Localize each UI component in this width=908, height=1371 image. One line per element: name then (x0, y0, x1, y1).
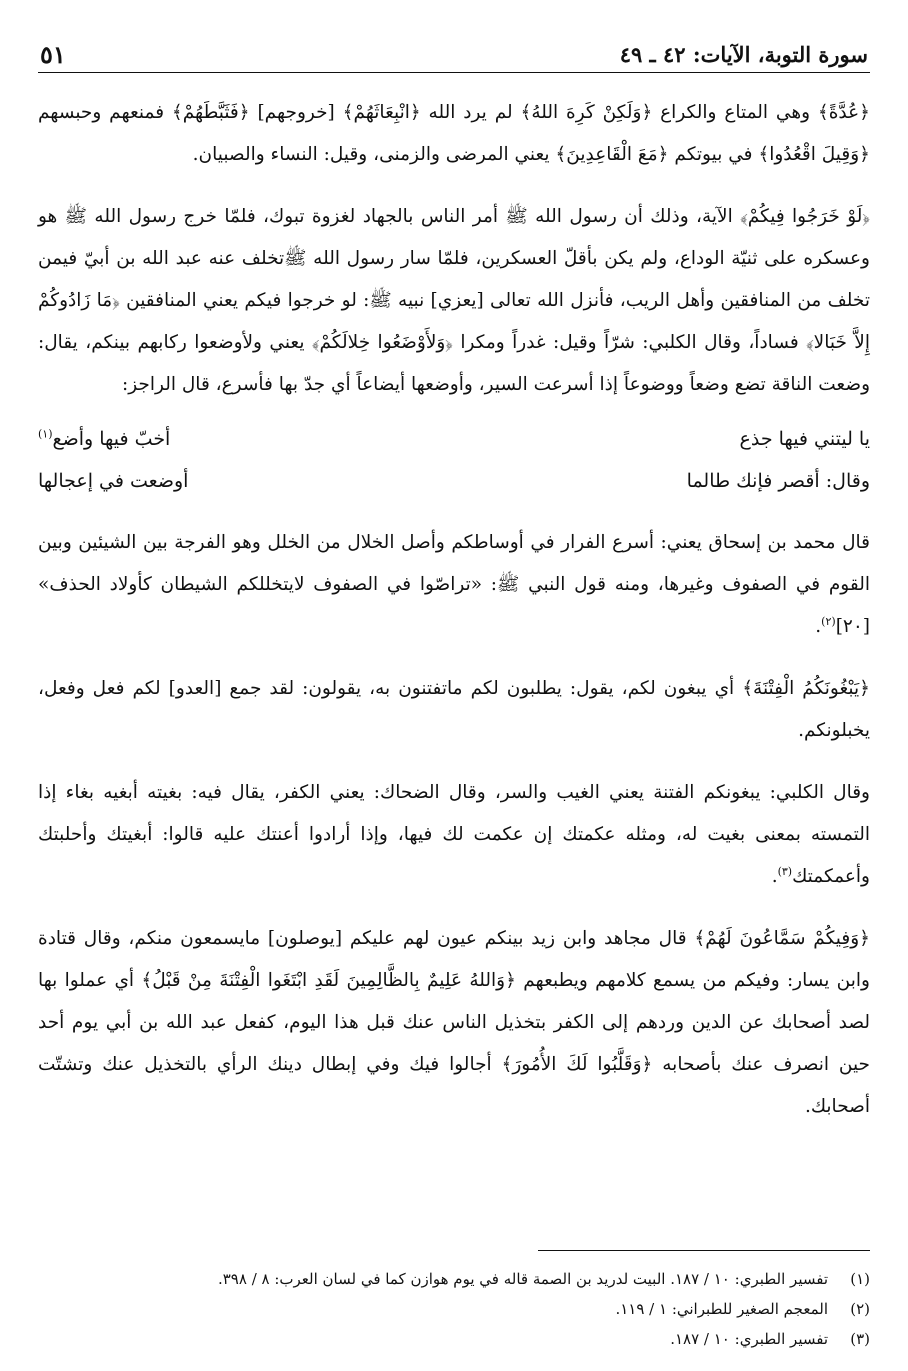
footnote (38, 1264, 870, 1294)
paragraph: ﴿عُدَّةً﴾ وهي المتاع والكراع ﴿وَلَكِنْ كَرِهَ اللهُ﴾ لم يرد الله ﴿انْبِعَاثَهُمْ﴾ [خروجهم] ﴿فَثَبَّطَهُمْ﴾ فمنعهم وحبسهم ﴿وَقِيلَ اقْعُدُوا﴾ في بيوتكم ﴿مَعَ الْقَاعِدِينَ﴾ يعني المرضى والزمنى، وقيل: النساء والصبيان. (38, 102, 870, 165)
footnote-text: تفسير الطبري: ١٠ / ١٨٧. (670, 1330, 828, 1348)
verse-second-half (38, 418, 429, 460)
footnote (38, 1294, 870, 1324)
footnote-marker: (١) (38, 427, 53, 441)
running-title: سورة التوبة، الآيات: ٤٢ ـ ٤٩ (619, 42, 868, 67)
paragraph (38, 772, 870, 898)
footnote-number: (٣) (850, 1330, 870, 1348)
footnote-number: (٢) (850, 1300, 870, 1318)
page (38, 0, 870, 1371)
verse-first-half: يا ليتني فيها جذع (739, 428, 870, 450)
footnote-text: المعجم الصغير للطبراني: ١ / ١١٩. (615, 1300, 828, 1318)
running-header (38, 38, 870, 73)
poetry-verse (38, 460, 870, 502)
verse-second-half-text: أخبّ فيها وأضع (52, 428, 171, 450)
paragraph: ﴿يَبْغُونَكُمُ الْفِتْنَةَ﴾ أي يبغون لكم، يقول: يطلبون لكم ماتفتنون به، يقولون: لقد جمع [العدو] لكم فعل وفعل، يخبلونكم. (38, 678, 870, 741)
verse-first-half: وقال: أقصر فإنك طالما (686, 470, 870, 492)
footnotes (38, 1264, 870, 1354)
page-number: ٥١ (40, 40, 66, 69)
paragraph: ﴿وَفِيكُمْ سَمَّاعُونَ لَهُمْ﴾ قال مجاهد وابن زيد بينكم عيون لهم عليكم [يوصلون] مايسمعون منكم، وقال قتادة وابن يسار: وفيكم من يسمع كلامهم ويطبعهم ﴿وَاللهُ عَلِيمٌ بِالظَّالِمِينَ لَقَدِ ابْتَغَوا الْفِتْنَةَ مِنْ قَبْلُ﴾ أي عملوا بها لصد أصحابك عن الدين وردهم إلى الكفر بتخذيل الناس عنك قبل هذا اليوم، كفعل عبد الله بن أبي يوم أحد حين انصرف عنك بأصحابه ﴿وَقَلَّبُوا لَكَ الأُمُورَ﴾ أجالوا فيك وفي إبطال دينك الرأي بالتخذيل عنك وتشتّت أصحابك. (38, 928, 870, 1117)
verse-second-half: أوضعت في إعجالها (38, 470, 189, 492)
paragraph (38, 522, 870, 648)
footnote-number: (١) (850, 1270, 870, 1288)
paragraph-tail: . (771, 866, 778, 887)
page-body (38, 92, 870, 1128)
footnote-text: تفسير الطبري: ١٠ / ١٨٧. البيت لدريد بن الصمة قاله في يوم هوازن كما في لسان العرب: ٨ / ٣٩٨. (217, 1270, 828, 1288)
footnote (38, 1324, 870, 1354)
paragraph-text: قال محمد بن إسحاق يعني: أسرع الفرار في أوساطكم وأصل الخلال من الخلل وهو الفرجة بين الشيئين وبين القوم في الصفوف وغيرها، ومنه قول النبي ﷺ: «تراصّوا في الصفوف لايتخللكم الشيطان كأولاد الحذف» [٢٠] (38, 532, 870, 637)
footnote-marker: (٣) (777, 864, 793, 878)
paragraph: ﴿لَوْ خَرَجُوا فِيكُمْ﴾ الآية، وذلك أن رسول الله ﷺ أمر الناس بالجهاد لغزوة تبوك، فلمّا خرج رسول الله ﷺ هو وعسكره على ثنيّة الوداع، ولم يكن بأقلّ العسكرين، فلمّا سار رسول الله ﷺتخلف عنه عبد الله بن أبيّ فيمن تخلف من المنافقين وأهل الريب، فأنزل الله تعالى [يعزي] نبيه ﷺ: لو خرجوا فيكم يعني المنافقين ﴿مَا زَادُوكُمْ إِلاَّ خَبَالا﴾ فساداً، وقال الكلبي: شرّاً وقيل: غدراً ومكرا ﴿وَلأَوْضَعُوا خِلالَكُمْ﴾ يعني ولأوضعوا ركابهم بينكم، يقال: وضعت الناقة تضع وضعاً ووضوعاً إذا أسرعت السير، وأوضعها أيضاعاً أي جدّ بها فأسرع، قال الراجز: (38, 206, 870, 395)
paragraph-tail: . (815, 616, 822, 637)
footnote-divider (538, 1250, 870, 1251)
footnote-marker: (٢) (821, 614, 836, 628)
paragraph-text: وقال الكلبي: يبغونكم الفتنة يعني الغيب والسر، وقال الضحاك: يعني الكفر، يقال فيه: بغيته أبغيه بغاء إذا التمسته بمعنى بغيت له، ومثله عكمتك إن عكمت لك فيها، وإذا أرادوا أعنتك عليه قالوا: أبغيتك وأحلبتك وأعمكمتك (38, 782, 870, 887)
poetry-verse (38, 418, 870, 460)
